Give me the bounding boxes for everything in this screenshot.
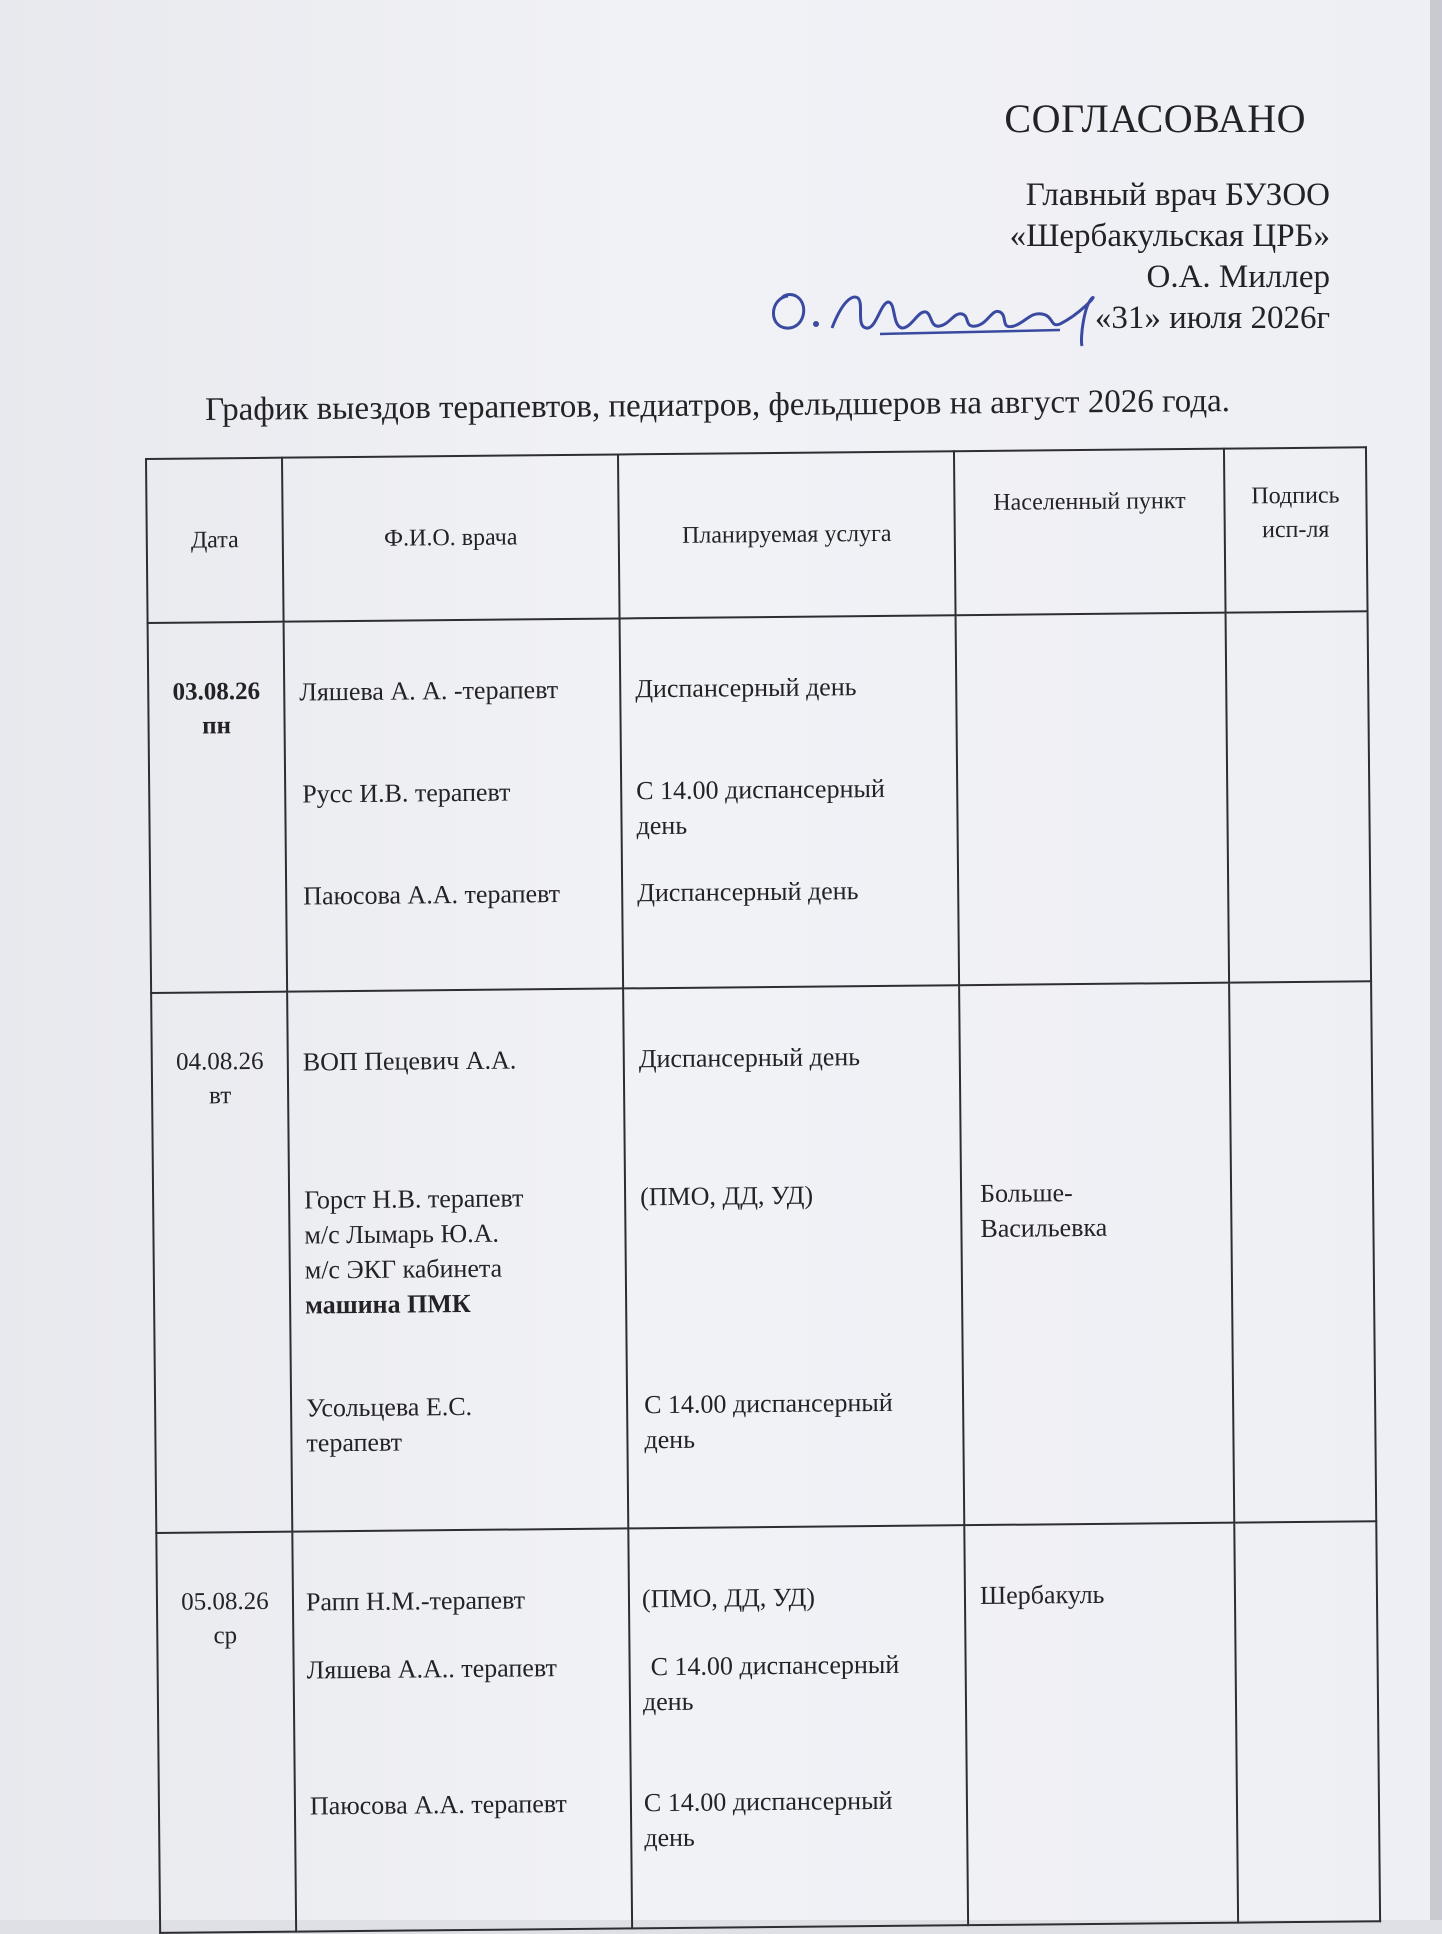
row-day: ср	[213, 1622, 238, 1650]
header-sign: Подпись исп-ля	[1224, 447, 1368, 612]
approval-line-2: «Шербакульская ЦРБ»	[1009, 218, 1330, 254]
team-member: м/с ЭКГ кабинета	[304, 1253, 503, 1285]
service-text: С 14.00 диспансерный день	[643, 1785, 893, 1853]
header-date: Дата	[146, 458, 284, 623]
header-place: Населенный пункт	[954, 449, 1226, 616]
service-text: С 14.00 диспансерный день	[642, 1649, 900, 1717]
table-row	[151, 981, 1376, 1533]
service-text: (ПМО, ДД, УД)	[639, 1180, 814, 1212]
doctor-name: Ляшева А. А. -терапевт	[299, 675, 559, 707]
sign-cell	[1229, 981, 1376, 1522]
place-text: Шербакуль	[979, 1579, 1105, 1611]
table-row	[148, 611, 1371, 993]
service-text: Диспансерный день	[637, 876, 859, 908]
doctor-name: Русс И.В. терапевт	[302, 777, 511, 809]
row-date-cell	[151, 992, 292, 1533]
header-fio: Ф.И.О. врача	[282, 454, 620, 621]
doctor-name: Паюсова А.А. терапевт	[303, 879, 561, 911]
place-cell	[956, 613, 1230, 986]
service-cell	[620, 615, 960, 988]
doctor-name: ВОП Пецевич А.А.	[302, 1045, 517, 1077]
service-cell	[628, 1525, 968, 1928]
service-text: Диспансерный день	[638, 1042, 861, 1074]
row-day: пн	[202, 712, 232, 740]
team-member: м/с Лымарь Ю.А.	[304, 1218, 500, 1250]
table-header-row	[146, 447, 1368, 623]
approval-date: «31» июля 2026г	[1094, 300, 1330, 336]
table-row	[156, 1521, 1380, 1933]
handwritten-signature	[760, 268, 1140, 348]
approval-line-1: Главный врач БУЗОО	[1025, 177, 1330, 213]
row-date: 04.08.26	[175, 1047, 264, 1076]
fio-cell	[284, 618, 624, 991]
schedule-table	[145, 446, 1381, 1934]
service-cell	[623, 985, 964, 1528]
sign-cell	[1226, 611, 1372, 982]
row-day: вт	[208, 1082, 232, 1110]
fio-cell	[292, 1528, 632, 1931]
sign-cell	[1234, 1521, 1380, 1922]
doctor-team	[304, 1180, 525, 1322]
service-text: Диспансерный день	[635, 672, 857, 704]
page-edge	[1430, 0, 1442, 1920]
place-cell	[964, 1523, 1238, 1926]
row-date: 03.08.26	[172, 677, 261, 706]
doctor-name: Паюсова А.А. терапевт	[309, 1789, 567, 1821]
place-text: Больше-Васильевка	[979, 1178, 1108, 1244]
service-text: (ПМО, ДД, УД)	[641, 1582, 816, 1614]
service-text: С 14.00 диспансерный день	[643, 1387, 893, 1455]
doctor-name: Ляшева А.А.. терапевт	[306, 1653, 558, 1685]
document-title: График выездов терапевтов, педиатров, фельдшеров на август 2026 года.	[205, 383, 1231, 428]
row-date-cell	[148, 622, 288, 993]
doctor-name: Рапп Н.М.-терапевт	[305, 1585, 526, 1617]
service-text: С 14.00 диспансерный день	[636, 773, 885, 841]
header-service: Планируемая услуга	[618, 451, 956, 618]
row-date: 05.08.26	[181, 1587, 269, 1616]
fio-cell	[287, 988, 628, 1531]
place-cell	[959, 983, 1234, 1526]
vehicle-note: машина ПМК	[304, 1288, 471, 1320]
row-date-cell	[156, 1532, 296, 1933]
team-member: Горст Н.В. терапевт	[303, 1183, 524, 1215]
doctor-name: Усольцева Е.С. терапевт	[305, 1391, 473, 1458]
approval-heading: СОГЛАСОВАНО	[1004, 96, 1306, 141]
approval-name: О.А. Миллер	[1146, 259, 1330, 295]
